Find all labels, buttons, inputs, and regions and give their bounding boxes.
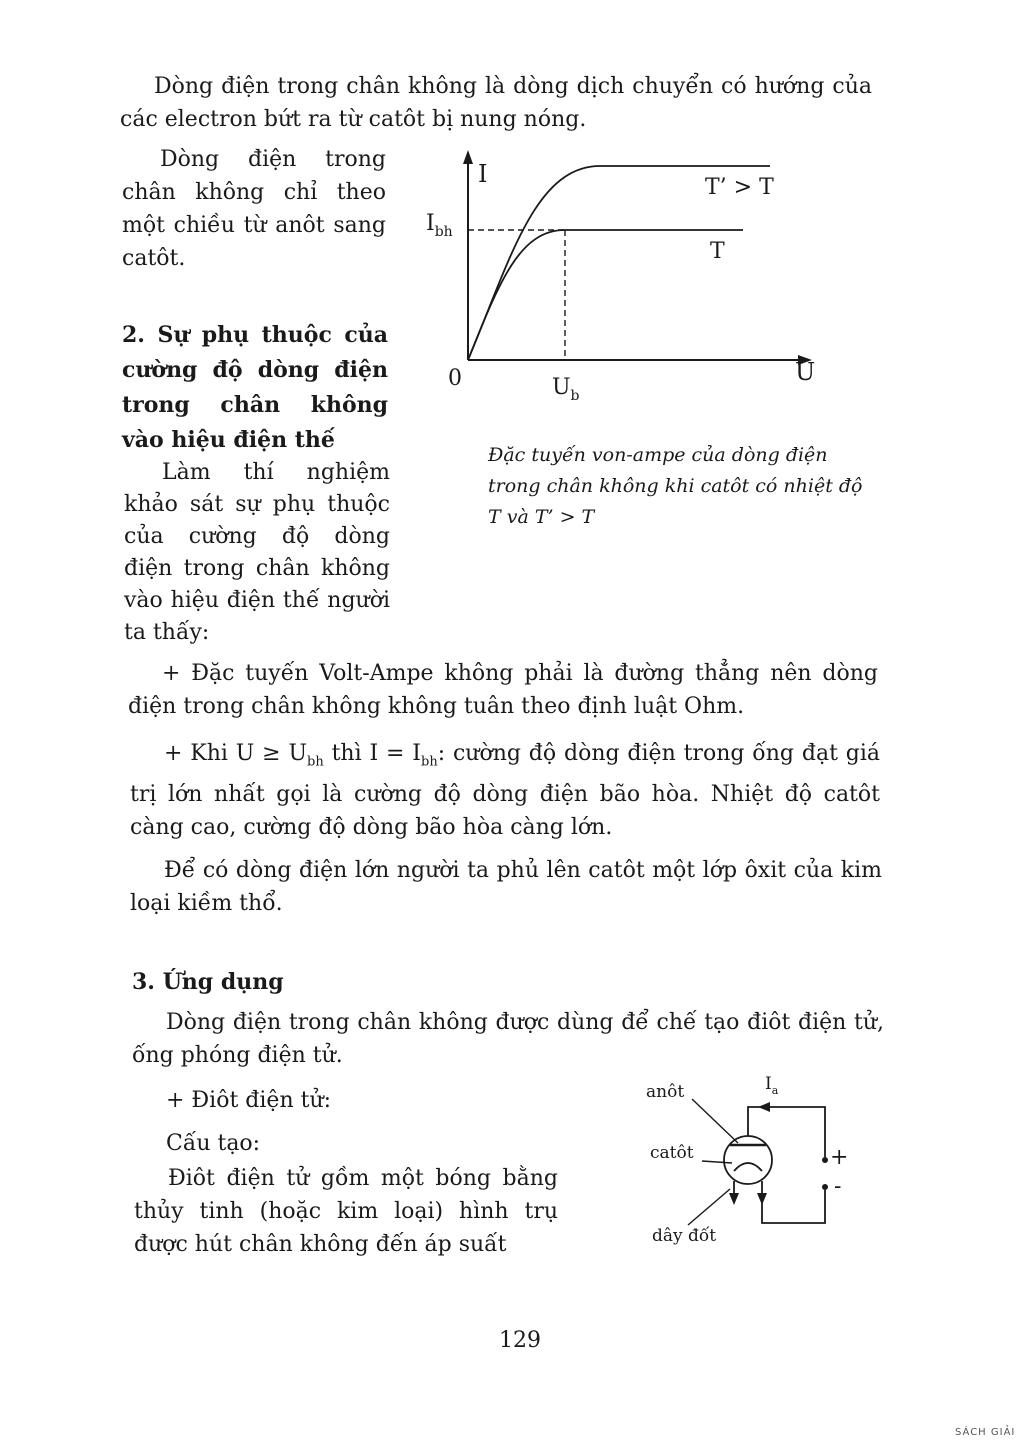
filament-arrow-left [729,1193,739,1205]
watermark-logo: SÁCH GIẢI [955,1427,1016,1438]
volt-ampere-graph [410,140,830,410]
origin-label: 0 [448,366,462,391]
bullet-saturation: + Khi $U \ge U_{bh}$ thì $I = I_{bh}$: cường độ dòng điện trong ống đạt giá trị lớn nhất gọi là cường độ dòng điện bão hòa. Nhiệt độ catôt càng cao, cường độ dòng bão hòa càng lớn. [130,741,880,841]
direction-paragraph: Dòng điện trong chân không chỉ theo một chiều từ anôt sang catôt. [122,147,386,271]
y-axis-arrow [463,150,473,164]
anode-pointer [692,1099,738,1143]
current-arrow [758,1102,770,1112]
curve-hot-label: T’ > T [705,175,774,200]
section2-heading: 2. Sự phụ thuộc của cường độ dòng điện trong chân không vào hiệu điện thế [122,322,388,453]
x-axis-label: U [795,358,816,386]
minus-terminal-label: - [834,1174,842,1199]
section2-body: Làm thí nghiệm khảo sát sự phụ thuộc của cường độ dòng điện trong chân không vào hiệu điện thế người ta thấy: [124,460,390,645]
structure-body: Điôt điện tử gồm một bóng bằng thủy tinh (hoặc kim loại) hình trụ được hút chân không đến áp suất [134,1166,558,1257]
filament-label: dây đốt [652,1226,717,1246]
plus-terminal-label: + [830,1145,849,1170]
diode-circuit-diagram [630,1065,870,1255]
section3-heading: 3. Ứng dụng [132,969,284,995]
curve-base-label: T [710,239,725,264]
cathode-wire [762,1181,825,1223]
graph-caption: Đặc tuyến von-ampe của dòng điện trong chân không khi catôt có nhiệt độ T và T’ > T [488,444,863,528]
bullet-volt-ampere: + Đặc tuyến Volt-Ampe không phải là đường thẳng nên dòng điện trong chân không không tuân theo định luật Ohm. [128,661,878,719]
filament-pointer [688,1189,730,1225]
y-axis-label: I [478,160,488,188]
minus-terminal [822,1184,828,1190]
page-number: 129 [499,1328,541,1353]
diode-heading: + Điôt điện tử: [166,1088,332,1113]
plus-terminal [822,1157,828,1163]
curve-base [468,230,743,360]
current-label: $I_a$ [765,1074,779,1097]
anode-wire [748,1107,825,1157]
vacuum-tube [724,1136,772,1184]
anode-label: anôt [646,1082,685,1102]
cathode-pointer [702,1161,732,1163]
section3-body: Dòng điện trong chân không được dùng để chế tạo điôt điện tử, ống phóng điện tử. [132,1010,884,1068]
filament-arrow-right [757,1193,767,1205]
intro-paragraph: Dòng điện trong chân không là dòng dịch chuyển có hướng của các electron bứt ra từ catôt bị nung nóng. [120,74,872,132]
structure-label: Cấu tạo: [166,1131,261,1156]
cathode-label: catôt [650,1143,694,1163]
oxide-paragraph: Để có dòng điện lớn người ta phủ lên catôt một lớp ôxit của kim loại kiềm thổ. [130,858,882,916]
cathode-element [734,1163,762,1171]
ibh-label: $I_{bh}$ [426,211,453,240]
ub-label: $U_b$ [552,375,580,404]
